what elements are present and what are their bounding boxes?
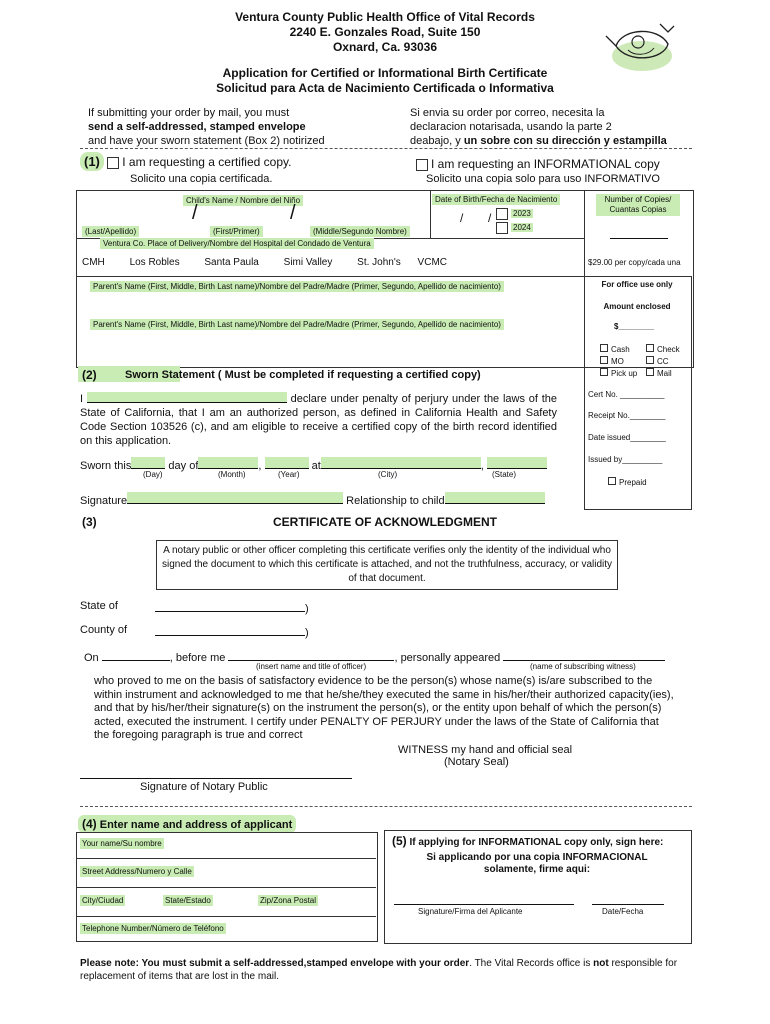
section-4-title — [78, 815, 296, 833]
witness-label: WITNESS my hand and official seal — [398, 744, 573, 756]
check-label: Check — [657, 345, 680, 354]
notary-signature-label: Signature of Notary Public — [140, 781, 268, 793]
zip-label: Zip/Zona Postal — [260, 896, 317, 905]
certified-copy-label: I am requesting a certified copy. — [122, 155, 292, 169]
pickup-label: Pick up — [611, 369, 638, 378]
street-label: Street Address/Numero y Calle — [82, 867, 192, 876]
sworn-statement-text — [80, 392, 557, 448]
slash: / — [192, 202, 198, 224]
first-name-label: (First/Primer) — [210, 226, 263, 237]
receipt-no-field[interactable]: Receipt No.________ — [588, 411, 666, 420]
rule — [76, 887, 376, 888]
sworn-para-rest: the State of California, that I am an authorized person, as defined in California Health and Safety Code Section 103526 (c), and am eligible to receive a certified copy of the birth record identified on this application. — [80, 393, 557, 447]
last-name-label: (Last/Apellido) — [82, 226, 139, 237]
cash-label: Cash — [611, 345, 630, 354]
applicant-signature-label: Signature/Firma del Aplicante — [418, 907, 523, 916]
parent2-name-label: Parent's Name (First, Middle, Birth Last name)/Nombre del Padre/Madre (Primer, Segundo, Apellido de nacimiento) — [90, 319, 504, 330]
state-of-input[interactable] — [155, 600, 305, 612]
middle-name-label: (Middle/Segundo Nombre) — [310, 226, 410, 237]
day-caption: (Day) — [143, 470, 163, 479]
day-of-label: day of — [168, 460, 199, 472]
section-4-title-text: Enter name and address of applicant — [99, 819, 293, 831]
state-label: State/Estado — [165, 896, 211, 905]
section-5-es-2: solamente, firme aqui: — [483, 864, 591, 875]
prepaid-checkbox[interactable] — [608, 477, 616, 485]
year-2024-label: 2024 — [513, 223, 531, 233]
on-date-input[interactable] — [102, 649, 170, 661]
rule — [76, 916, 376, 917]
office-use-title: For office use only — [601, 280, 673, 289]
mail-note-es-3a: deabajo, y — [410, 135, 464, 147]
sworn-day-input[interactable] — [131, 457, 165, 469]
parent2-name-input[interactable] — [82, 333, 572, 355]
at-label: at — [311, 460, 321, 472]
witness-name-input[interactable] — [503, 649, 665, 661]
footer-end: responsible for replacement of items that are lost in the mail. — [80, 958, 678, 982]
issued-by-field[interactable]: Issued by_________ — [588, 455, 663, 464]
notary-disclaimer-box: A notary public or other officer completing this certificate verifies only the identity of the individual who signed the document to which this certificate is attached, and not the truthfulness, accuracy, or validity of that document. — [156, 540, 618, 590]
form-title-en: Application for Certified or Informational Birth Certificate — [222, 66, 548, 80]
informational-copy-label: I am requesting an INFORMATIONAL copy — [431, 157, 660, 171]
office-name: Ventura County Public Health Office of Vital Records — [235, 10, 535, 24]
dob-label: Date of Birth/Fecha de Nacimiento — [432, 194, 560, 205]
section-2-title: Sworn Statement ( Must be completed if requesting a certified copy) — [125, 369, 481, 381]
hospital-vcmc[interactable]: VCMC — [417, 257, 447, 268]
footer-not: not — [593, 958, 609, 969]
cert-no-field[interactable]: Cert No. __________ — [588, 390, 665, 399]
insert-officer-caption: (insert name and title of officer) — [256, 662, 367, 671]
month-caption: (Month) — [218, 470, 246, 479]
sworn-month-input[interactable] — [198, 457, 258, 469]
phone-label: Telephone Number/Número de Teléfono — [82, 924, 224, 933]
footer-lead: Please note — [80, 958, 136, 969]
hospital-cmh[interactable]: CMH — [82, 257, 105, 268]
applicant-name-label: Your name/Su nombre — [82, 839, 162, 848]
office-street: 2240 E. Gonzales Road, Suite 150 — [289, 25, 481, 39]
city-label: City/Ciudad — [82, 896, 124, 905]
hospital-options — [82, 257, 447, 268]
place-of-delivery-label: Ventura Co. Place of Delivery/Nombre del Hospital del Condado de Ventura — [100, 238, 374, 249]
on-label: On — [84, 652, 99, 664]
county-of-input[interactable] — [155, 624, 305, 636]
declarant-name-input[interactable] — [87, 392, 287, 403]
mail-note-es-1: Si envia su order por correo, necesita la — [410, 107, 605, 119]
mail-note-es-2: declaracion notarisada, usando la parte 2 — [410, 121, 612, 133]
relationship-label: Relationship to child — [346, 495, 445, 507]
footer-bold: : You must submit a self-addressed,stamped envelope with your order — [135, 958, 470, 969]
mail-checkbox[interactable] — [646, 368, 654, 376]
sworn-city-input[interactable] — [321, 457, 481, 469]
footer-mid: . The Vital Records office is — [469, 958, 594, 969]
certified-copy-checkbox[interactable] — [107, 157, 119, 169]
sworn-this-label: Sworn this — [80, 460, 132, 472]
witness-caption: (name of subscribing witness) — [530, 662, 636, 671]
mail-note-en-2: send a self-addressed, stamped envelope — [88, 121, 306, 133]
year-2023-label: 2023 — [513, 209, 531, 219]
state-caption: (State) — [492, 470, 517, 479]
divider — [80, 148, 692, 149]
hospital-santa-paula[interactable]: Santa Paula — [204, 257, 259, 268]
signature-label: Signature — [80, 495, 128, 507]
year-caption: (Year) — [278, 470, 300, 479]
parent1-name-input[interactable] — [82, 295, 572, 313]
applicant-date-input[interactable] — [592, 904, 664, 905]
mail-note-es-3b: un sobre con su dirección y estampilla — [463, 135, 667, 147]
signature-input[interactable] — [127, 492, 343, 504]
mail-label: Mail — [657, 369, 672, 378]
year-2024-checkbox[interactable] — [496, 222, 508, 234]
copies-input[interactable] — [610, 238, 668, 239]
hospital-los-robles[interactable]: Los Robles — [129, 257, 180, 268]
prepaid-label: Prepaid — [619, 478, 647, 487]
form-title-es: Solicitud para Acta de Nacimiento Certificada o Informativa — [216, 81, 554, 95]
pickup-checkbox[interactable] — [600, 368, 608, 376]
sworn-i: I — [80, 393, 84, 405]
check-checkbox[interactable] — [646, 344, 654, 352]
sworn-para-first: declare under penalty of perjury under the laws of — [290, 393, 538, 405]
state-of-label: State of — [80, 600, 118, 612]
sworn-year-input[interactable] — [265, 457, 309, 469]
mail-note-en-1: If submitting your order by mail, you must — [88, 107, 290, 119]
cash-checkbox[interactable] — [600, 344, 608, 352]
section-3-title: CERTIFICATE OF ACKNOWLEDGMENT — [273, 515, 497, 529]
informational-copy-checkbox[interactable] — [416, 159, 428, 171]
office-city: Oxnard, Ca. 93036 — [332, 40, 438, 54]
footer-note — [80, 957, 690, 983]
child-name-label: Child's Name / Nombre del Niño — [183, 195, 303, 206]
price-label: $29.00 per copy/cada una — [588, 258, 681, 267]
mail-note-en-3: and have your sworn statement (Box 2) notirized — [88, 135, 325, 147]
section-5-es-1: Si applicando por una copia INFORMACIONAL — [426, 852, 648, 863]
county-of-label: County of — [80, 624, 128, 636]
informational-copy-label-es: Solicito una copia solo para uso INFORMATIVO — [426, 173, 660, 185]
before-me-label: , before me — [169, 652, 226, 664]
amount-enclosed-label: Amount enclosed — [603, 302, 671, 311]
hospital-simi-valley[interactable]: Simi Valley — [283, 257, 333, 268]
cc-label: CC — [657, 357, 669, 366]
signature-line — [80, 492, 545, 507]
acknowledgment-body: who proved to me on the basis of satisfactory evidence to be the person(s) whose name(s) is/are subscribed to the within instrument and acknowledged to me that he/she/they executed the same in his/her/their authorized capacity(ies), and that by his/her/their signature(s) on the instrument the person(s), or the entity upon behalf of which the person(s) acted, executed the instrument. I certify under PENALTY OF PERJURY under the laws of the State of California that the foregoing paragraph is true and correct — [94, 675, 674, 741]
section-5-number: (5) — [392, 834, 407, 848]
section-4-number: (4) — [82, 817, 97, 831]
sworn-state-input[interactable] — [487, 457, 547, 469]
slash: / — [290, 202, 296, 224]
copies-label: Number of Copies/ Cuantas Copias — [596, 194, 680, 216]
divider — [80, 806, 692, 807]
applicant-signature-input[interactable] — [394, 904, 574, 905]
dob-slash: / — [488, 211, 492, 225]
certified-copy-label-es: Solicito una copia certificada. — [130, 173, 273, 185]
rule — [584, 190, 585, 276]
rule — [430, 190, 431, 238]
section-1-number: (1) — [80, 152, 104, 171]
rule — [76, 858, 376, 859]
city-caption: (City) — [378, 470, 398, 479]
year-2023-checkbox[interactable] — [496, 208, 508, 220]
hospital-st-johns[interactable]: St. John's — [357, 257, 401, 268]
relationship-input[interactable] — [445, 492, 545, 504]
section-3-number: (3) — [82, 515, 97, 529]
mo-checkbox[interactable] — [600, 356, 608, 364]
dob-slash: / — [460, 211, 464, 225]
officer-name-input[interactable] — [228, 649, 394, 661]
cc-checkbox[interactable] — [646, 356, 654, 364]
amount-enclosed-field[interactable]: $________ — [614, 322, 655, 331]
sworn-date-line: Sworn this day of , at , — [80, 457, 547, 472]
notary-seal-label: (Notary Seal) — [444, 756, 509, 768]
date-issued-field[interactable]: Date issued________ — [588, 433, 666, 442]
mo-label: MO — [611, 357, 624, 366]
applicant-date-label: Date/Fecha — [602, 907, 644, 916]
notary-signature-input[interactable] — [80, 778, 352, 779]
parent1-name-label: Parent's Name (First, Middle, Birth Last name)/Nombre del Padre/Madre (Primer, Segundo, Apellido de nacimiento) — [90, 281, 504, 292]
section-5-title: If applying for INFORMATIONAL copy only, sign here: — [409, 837, 664, 848]
section-2-number: (2) — [82, 368, 97, 382]
appeared-label: , personally appeared — [394, 652, 501, 664]
